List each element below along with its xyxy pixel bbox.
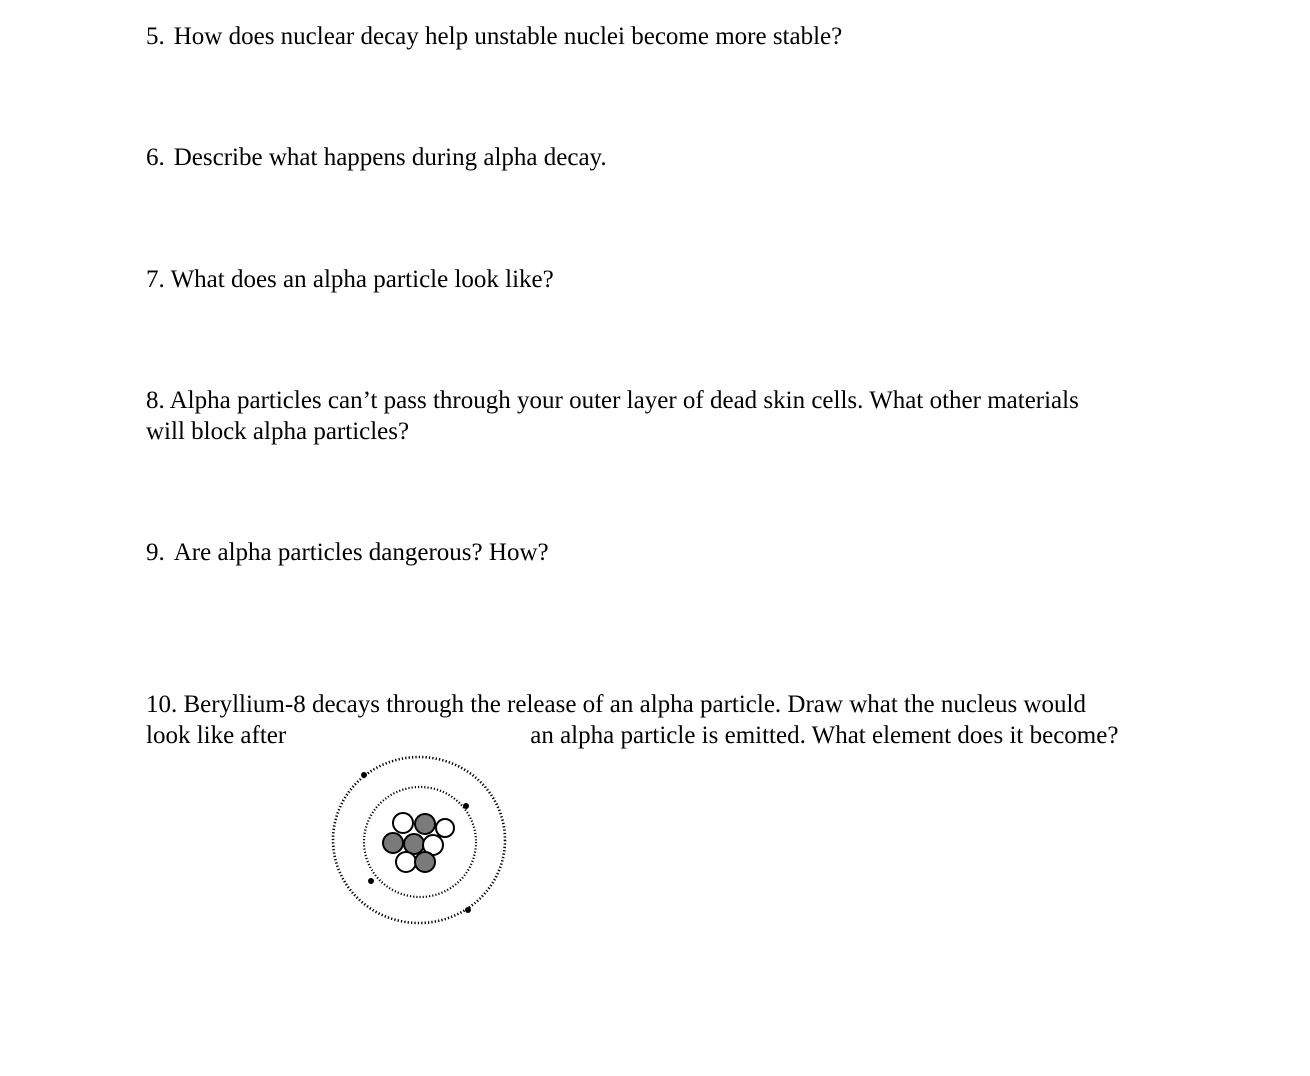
question-number: 6. <box>146 144 165 171</box>
question-number: 9. <box>146 539 165 566</box>
question-6 <box>146 142 607 173</box>
question-number: 10. <box>146 691 178 718</box>
question-text-line-2: will block alpha particles? <box>146 418 410 445</box>
electron <box>368 878 374 884</box>
nucleus <box>383 813 454 872</box>
question-text-line-1: Beryllium-8 decays through the release of an alpha particle. Draw what the nucleus would <box>183 691 1086 718</box>
proton <box>415 852 435 872</box>
electron <box>463 803 469 809</box>
question-text: How does nuclear decay help unstable nuclei become more stable? <box>173 23 843 50</box>
question-number: 7. <box>146 266 165 293</box>
question-number: 5. <box>146 23 165 50</box>
proton <box>383 833 403 853</box>
question-text: Describe what happens during alpha decay. <box>173 144 607 171</box>
question-10 <box>146 689 1118 751</box>
question-number: 8. <box>146 387 165 414</box>
question-line <box>146 385 1079 416</box>
question-line <box>146 689 1118 720</box>
question-5 <box>146 21 842 52</box>
question-text-line-1: Alpha particles can’t pass through your outer layer of dead skin cells. What other materials <box>169 387 1079 414</box>
neutron <box>396 852 416 872</box>
question-9 <box>146 537 549 568</box>
question-text-line-2-right: an alpha particle is emitted. What element does it become? <box>530 722 1119 749</box>
question-text: What does an alpha particle look like? <box>170 266 554 293</box>
electron <box>465 907 471 913</box>
question-text-line-2-left: look like after <box>146 722 287 749</box>
neutron <box>436 819 454 837</box>
question-line-2 <box>146 720 1118 751</box>
beryllium-atom-diagram <box>326 752 512 928</box>
question-7 <box>146 264 554 295</box>
neutron <box>393 813 413 833</box>
question-text: Are alpha particles dangerous? How? <box>173 539 549 566</box>
proton <box>415 814 435 834</box>
proton <box>404 834 424 854</box>
question-8 <box>146 385 1079 447</box>
electron <box>361 772 367 778</box>
